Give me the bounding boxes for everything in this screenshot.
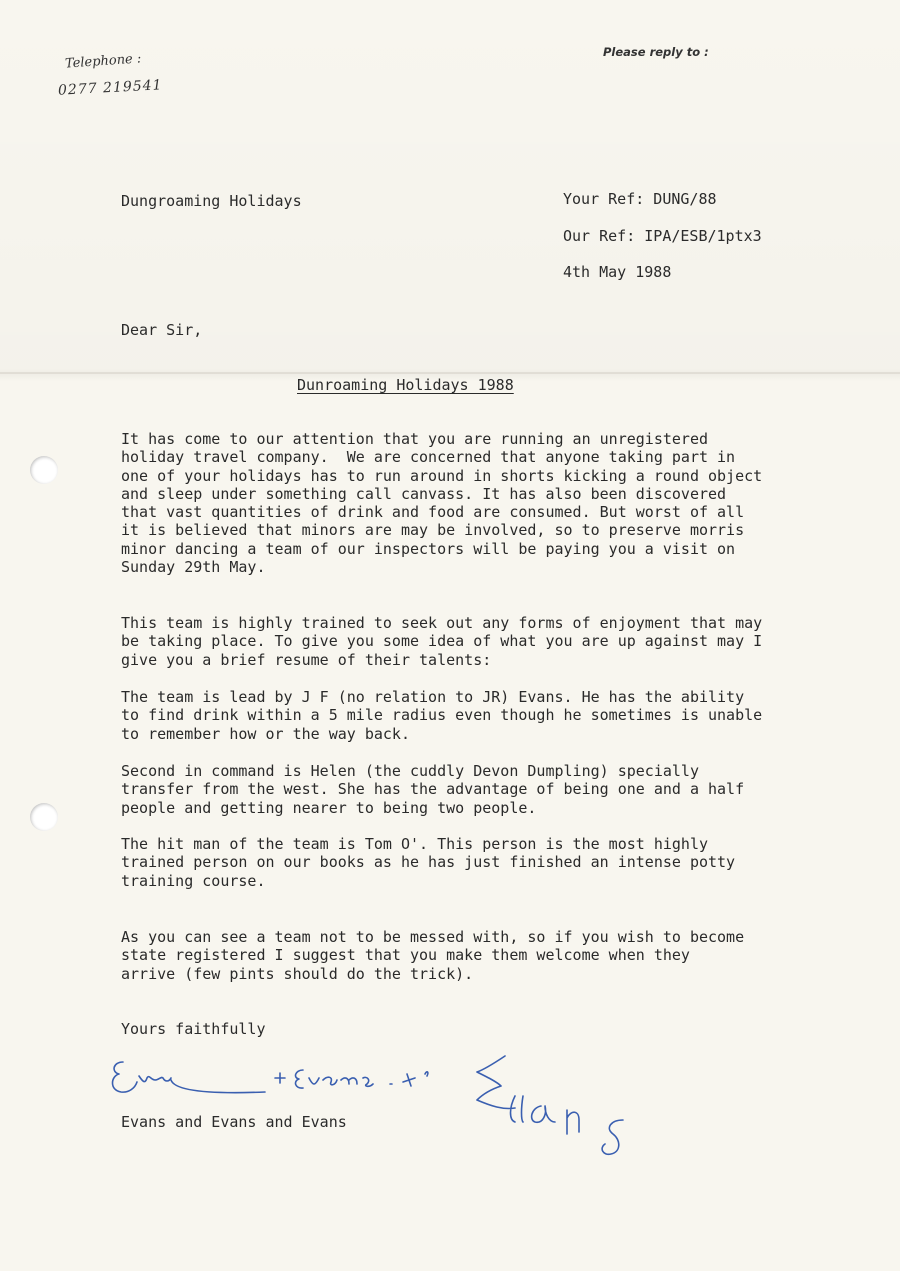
signatory-names: Evans and Evans and Evans — [121, 1113, 347, 1131]
paragraph-hitman — [121, 835, 801, 890]
text-line: to remember how or the way back. — [121, 724, 410, 743]
text-line: one of your holidays has to run around in shorts kicking a round object — [121, 466, 763, 485]
paragraph-intro — [121, 430, 801, 576]
signature-2 — [275, 1070, 392, 1088]
paragraph-conclusion — [121, 928, 801, 983]
text-line: The hit man of the team is Tom O'. This person is the most highly — [121, 835, 708, 853]
signature-3 — [477, 1056, 623, 1154]
recipient-name: Dungroaming Holidays — [121, 192, 302, 210]
signature-plus — [403, 1072, 428, 1086]
text-line: to find drink within a 5 mile radius even though he sometimes is unable — [121, 706, 763, 725]
salutation: Dear Sir, — [121, 321, 203, 339]
text-line: This team is highly trained to seek out any forms of enjoyment that may — [121, 614, 763, 632]
our-reference: Our Ref: IPA/ESB/1ptx3 — [563, 227, 762, 245]
text-line: Sunday 29th May. — [121, 558, 266, 577]
paragraph-leader — [121, 688, 801, 743]
text-line: be taking place. To give you some idea of what you are up against may I — [121, 632, 763, 651]
text-line: give you a brief resume of their talents: — [121, 650, 492, 669]
text-line: It has come to our attention that you are running an unregistered — [121, 430, 708, 448]
your-reference: Your Ref: DUNG/88 — [563, 190, 717, 208]
punch-hole — [30, 456, 58, 484]
paragraph-team — [121, 614, 801, 669]
text-line: state registered I suggest that you make them welcome when they — [121, 946, 690, 965]
text-line: people and getting nearer to being two people. — [121, 798, 537, 817]
text-line: The team is lead by J F (no relation to JR) Evans. He has the ability — [121, 688, 745, 706]
signature-1 — [113, 1062, 266, 1093]
text-line: trained person on our books as he has just finished an intense potty — [121, 853, 736, 872]
text-line: minor dancing a team of our inspectors will be paying you a visit on — [121, 539, 736, 558]
telephone-label: Telephone : — [64, 51, 142, 72]
closing: Yours faithfully — [121, 1020, 266, 1038]
letter-date: 4th May 1988 — [563, 263, 672, 281]
text-line: holiday travel company. We are concerned that anyone taking part in — [121, 448, 736, 467]
text-line: that vast quantities of drink and food are consumed. But worst of all — [121, 503, 745, 522]
text-line: As you can see a team not to be messed with, so if you wish to become — [121, 928, 745, 946]
text-line: it is believed that minors are may be involved, so to preserve morris — [121, 521, 745, 540]
paragraph-second — [121, 762, 801, 817]
subject-line: Dunroaming Holidays 1988 — [297, 376, 514, 394]
reply-label: Please reply to : — [603, 45, 709, 59]
text-line: training course. — [121, 871, 266, 890]
punch-hole — [30, 803, 58, 831]
telephone-number: 0277 219541 — [57, 77, 163, 99]
paper-fold — [0, 372, 900, 374]
text-line: transfer from the west. She has the advantage of being one and a half — [121, 780, 745, 799]
text-line: arrive (few pints should do the trick). — [121, 964, 474, 983]
text-line: Second in command is Helen (the cuddly Devon Dumpling) specially — [121, 762, 699, 780]
text-line: and sleep under something call canvass. It has also been discovered — [121, 484, 727, 503]
